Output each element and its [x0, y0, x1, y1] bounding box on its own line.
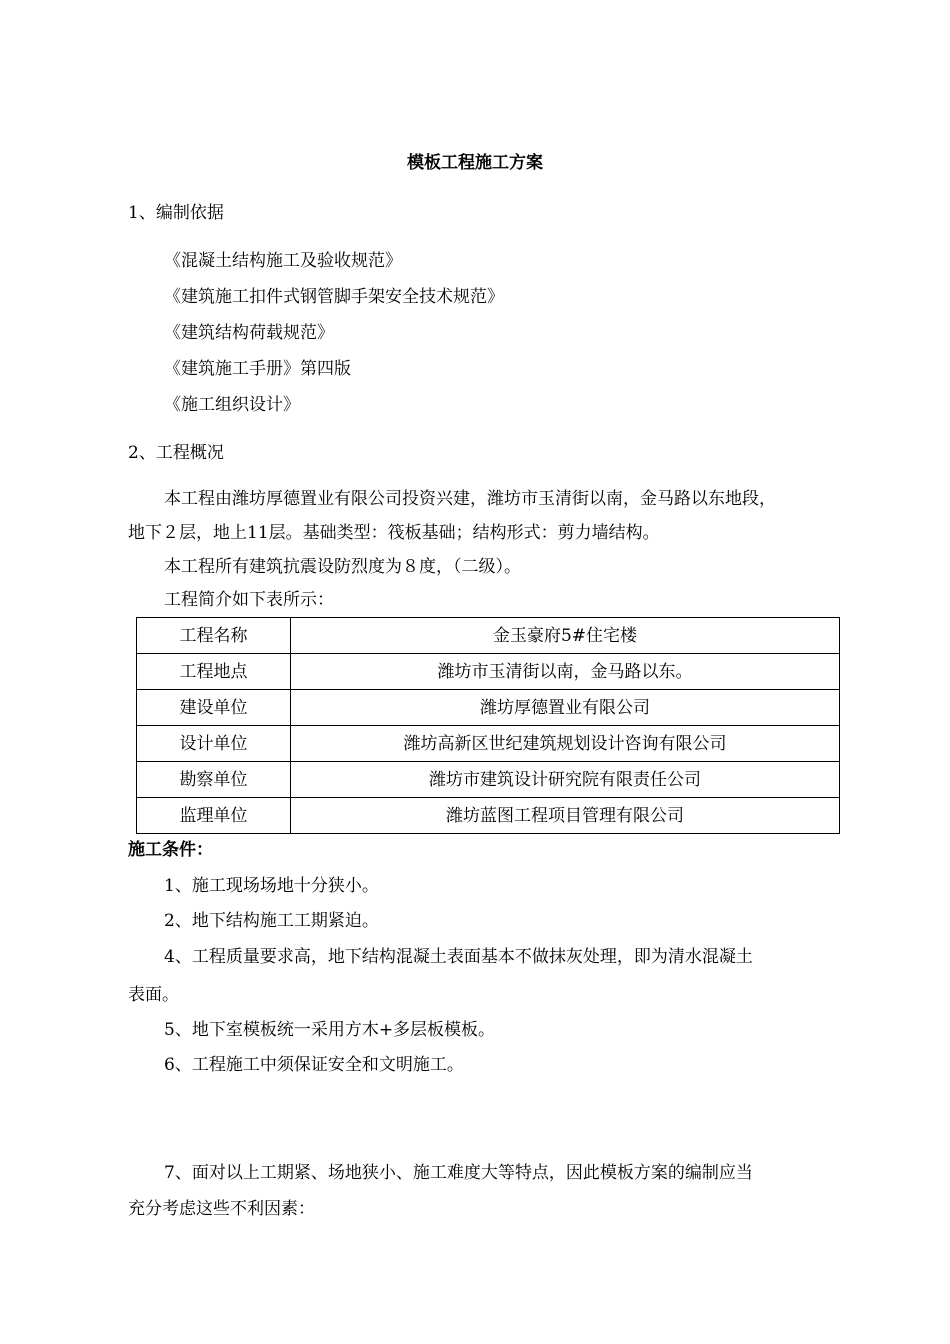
reference-item: 《建筑施工手册》第四版 — [164, 359, 351, 379]
condition-item: 7、面对以上工期紧、场地狭小、施工难度大等特点，因此模板方案的编制应当 — [164, 1163, 753, 1183]
table-row — [137, 726, 840, 762]
condition-item: 5、地下室模板统一采用方木+多层板模板。 — [164, 1020, 496, 1040]
overview-paragraph-line: 地下２层，地上11层。基础类型：筏板基础；结构形式：剪力墙结构。 — [128, 523, 660, 543]
table-intro: 工程简介如下表所示： — [164, 590, 334, 610]
table-label-cell: 工程地点 — [137, 654, 291, 690]
table-row — [137, 798, 840, 834]
condition-item: 1、施工现场场地十分狭小。 — [164, 876, 379, 896]
overview-paragraph-line: 本工程由潍坊厚德置业有限公司投资兴建，潍坊市玉清街以南，金马路以东地段， — [164, 489, 776, 509]
table-row — [137, 618, 840, 654]
table-label-cell: 监理单位 — [137, 798, 291, 834]
conditions-heading: 施工条件： — [128, 840, 213, 860]
condition-item: 6、工程施工中须保证安全和文明施工。 — [164, 1055, 464, 1075]
table-label-cell: 设计单位 — [137, 726, 291, 762]
table-value-cell: 金玉豪府5#住宅楼 — [291, 618, 840, 654]
table-label-cell: 建设单位 — [137, 690, 291, 726]
reference-item: 《建筑施工扣件式钢管脚手架安全技术规范》 — [164, 287, 504, 307]
table-row — [137, 762, 840, 798]
table-value-cell: 潍坊市玉清街以南，金马路以东。 — [291, 654, 840, 690]
table-value-cell: 潍坊高新区世纪建筑规划设计咨询有限公司 — [291, 726, 840, 762]
table-value-cell: 潍坊市建筑设计研究院有限责任公司 — [291, 762, 840, 798]
section-heading-overview: 2、工程概况 — [128, 443, 224, 463]
table-value-cell: 潍坊厚德置业有限公司 — [291, 690, 840, 726]
seismic-paragraph: 本工程所有建筑抗震设防烈度为８度，（二级）。 — [164, 557, 521, 577]
reference-item: 《施工组织设计》 — [164, 395, 300, 415]
condition-item-continued: 充分考虑这些不利因素： — [128, 1199, 315, 1219]
condition-item: 2、地下结构施工工期紧迫。 — [164, 911, 379, 931]
document-title: 模板工程施工方案 — [407, 153, 543, 173]
table-row — [137, 690, 840, 726]
condition-item-continued: 表面。 — [128, 985, 179, 1005]
table-label-cell: 勘察单位 — [137, 762, 291, 798]
project-info-table — [136, 617, 840, 834]
table-value-cell: 潍坊蓝图工程项目管理有限公司 — [291, 798, 840, 834]
condition-item: 4、工程质量要求高，地下结构混凝土表面基本不做抹灰处理，即为清水混凝土 — [164, 947, 753, 967]
reference-item: 《建筑结构荷载规范》 — [164, 323, 334, 343]
table-label-cell: 工程名称 — [137, 618, 291, 654]
table-row — [137, 654, 840, 690]
section-heading-basis: 1、编制依据 — [128, 203, 224, 223]
reference-item: 《混凝土结构施工及验收规范》 — [164, 251, 402, 271]
